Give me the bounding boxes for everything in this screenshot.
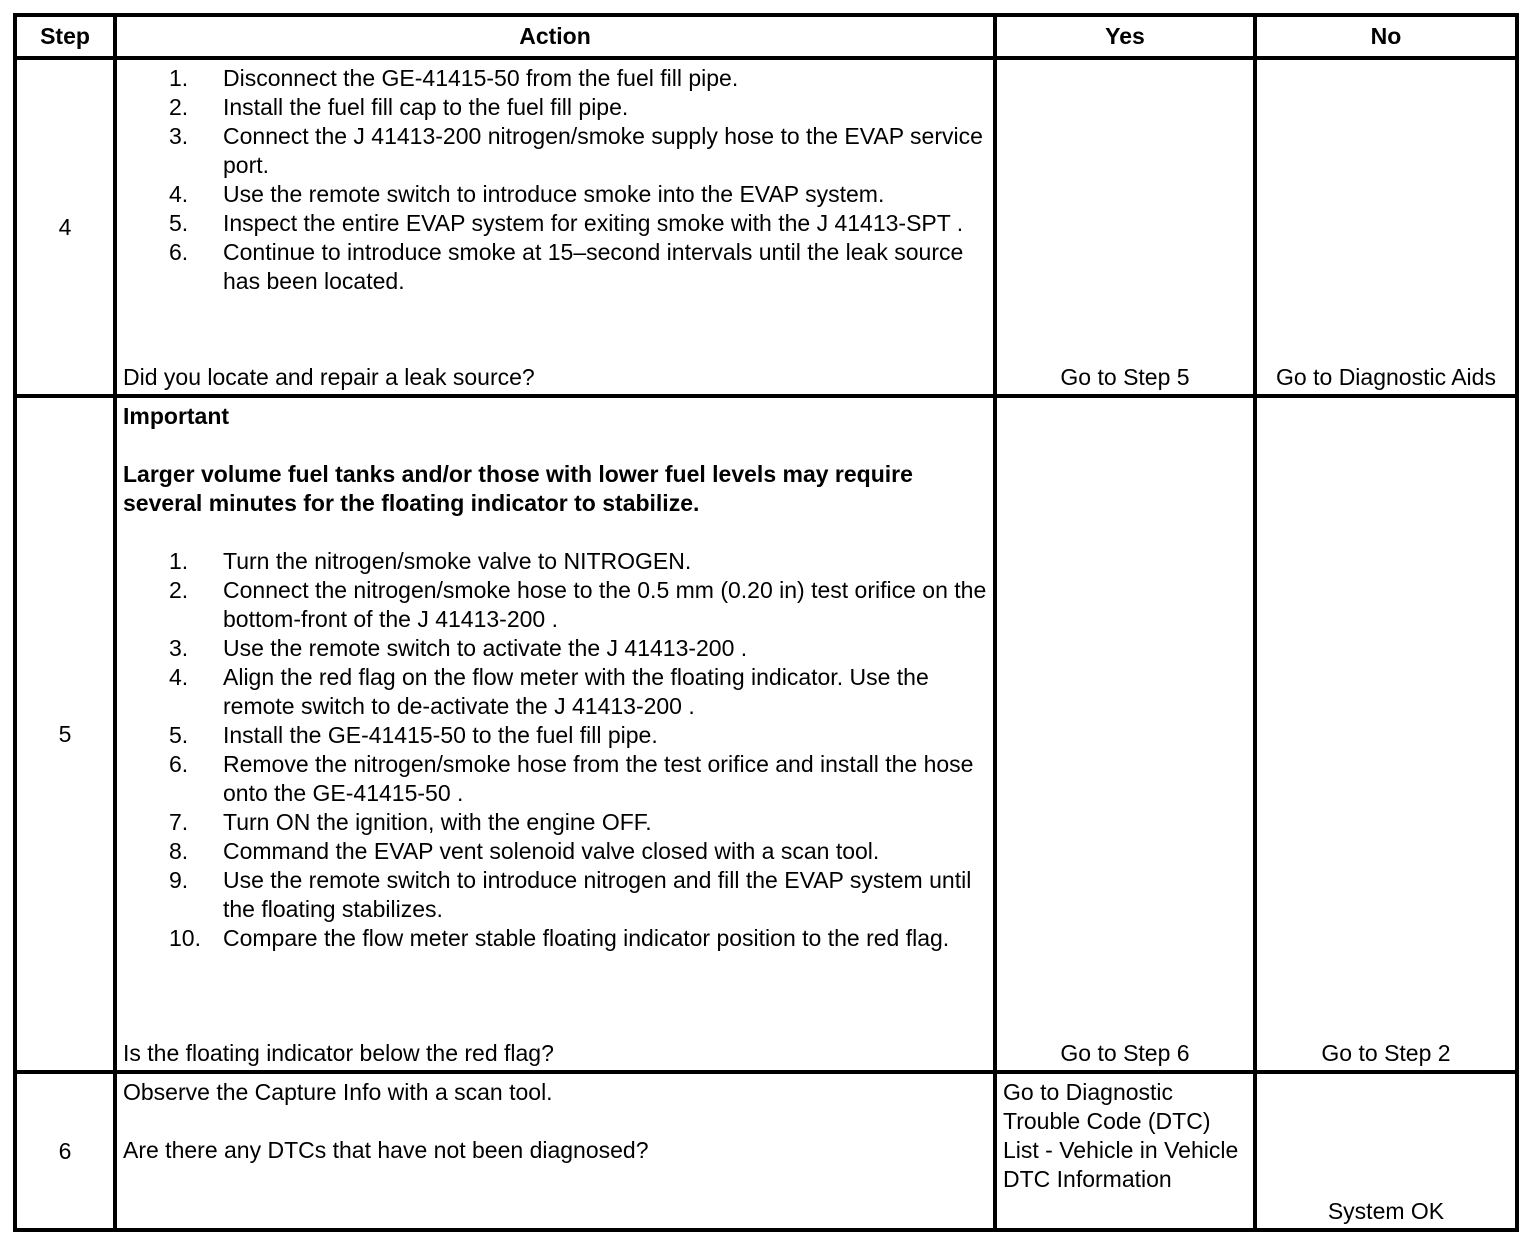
header-no: No <box>1255 15 1517 58</box>
header-step: Step <box>15 15 115 58</box>
intro-text: Observe the Capture Info with a scan tool. <box>123 1079 553 1105</box>
no-link[interactable]: Go to Step 2 <box>1321 1040 1451 1066</box>
yes-link[interactable]: Go to Diagnostic Trouble Code (DTC) List - Vehicle in Vehicle DTC Information <box>1003 1079 1239 1192</box>
step-number: 4 <box>15 58 115 396</box>
action-steps-list <box>123 64 987 296</box>
question-text: Did you locate and repair a leak source? <box>123 364 535 390</box>
no-cell <box>1255 396 1517 1072</box>
action-steps-list <box>123 547 987 953</box>
list-item: 4. Align the red flag on the flow meter with the floating indicator. Use the remote switch to de-activate the J 41413-200 . <box>169 664 929 719</box>
yes-cell <box>995 396 1255 1072</box>
header-yes: Yes <box>995 15 1255 58</box>
step-number: 5 <box>15 396 115 1072</box>
list-item: 7. Turn ON the ignition, with the engine OFF. <box>169 809 652 835</box>
yes-cell <box>995 58 1255 396</box>
question-text: Is the floating indicator below the red flag? <box>123 1040 554 1066</box>
list-item: 3. Use the remote switch to activate the J 41413-200 . <box>169 635 748 661</box>
no-cell <box>1255 1072 1517 1230</box>
action-cell <box>115 1072 995 1230</box>
list-item: 5. Install the GE-41415-50 to the fuel fill pipe. <box>169 722 658 748</box>
list-item: 10. Compare the flow meter stable floating indicator position to the red flag. <box>169 925 950 951</box>
yes-cell <box>995 1072 1255 1230</box>
list-item: 2. Connect the nitrogen/smoke hose to the 0.5 mm (0.20 in) test orifice on the bottom-front of the J 41413-200 . <box>169 577 987 632</box>
list-item: 1. Turn the nitrogen/smoke valve to NITROGEN. <box>169 548 692 574</box>
important-note: Larger volume fuel tanks and/or those with lower fuel levels may require several minutes for the floating indicator to stabilize. <box>123 461 913 516</box>
table-row-step-5 <box>15 396 1517 1072</box>
action-cell <box>115 58 995 396</box>
list-item: 9. Use the remote switch to introduce nitrogen and fill the EVAP system until the floating stabilizes. <box>169 867 972 922</box>
no-cell <box>1255 58 1517 396</box>
no-link[interactable]: Go to Diagnostic Aids <box>1276 364 1496 390</box>
table-row-step-6 <box>15 1072 1517 1230</box>
important-title: Important <box>123 403 230 429</box>
list-item: 8. Command the EVAP vent solenoid valve closed with a scan tool. <box>169 838 880 864</box>
list-item: 1. Disconnect the GE-41415-50 from the fuel fill pipe. <box>169 65 739 91</box>
list-item: 4. Use the remote switch to introduce smoke into the EVAP system. <box>169 181 885 207</box>
action-cell <box>115 396 995 1072</box>
table-row-step-4 <box>15 58 1517 396</box>
no-link[interactable]: System OK <box>1327 1198 1445 1224</box>
list-item: 6. Remove the nitrogen/smoke hose from the test orifice and install the hose onto the GE-41415-50 . <box>169 751 974 806</box>
list-item: 6. Continue to introduce smoke at 15–second intervals until the leak source has been located. <box>169 239 964 294</box>
diagnostic-table <box>13 13 1519 1232</box>
yes-link[interactable]: Go to Step 6 <box>1060 1040 1190 1066</box>
question-text: Are there any DTCs that have not been diagnosed? <box>123 1137 649 1163</box>
header-row <box>15 15 1517 58</box>
list-item: 3. Connect the J 41413-200 nitrogen/smoke supply hose to the EVAP service port. <box>169 123 983 178</box>
step-number: 6 <box>15 1072 115 1230</box>
header-action: Action <box>115 15 995 58</box>
list-item: 5. Inspect the entire EVAP system for exiting smoke with the J 41413-SPT . <box>169 210 964 236</box>
yes-link[interactable]: Go to Step 5 <box>1060 364 1190 390</box>
list-item: 2. Install the fuel fill cap to the fuel fill pipe. <box>169 94 629 120</box>
